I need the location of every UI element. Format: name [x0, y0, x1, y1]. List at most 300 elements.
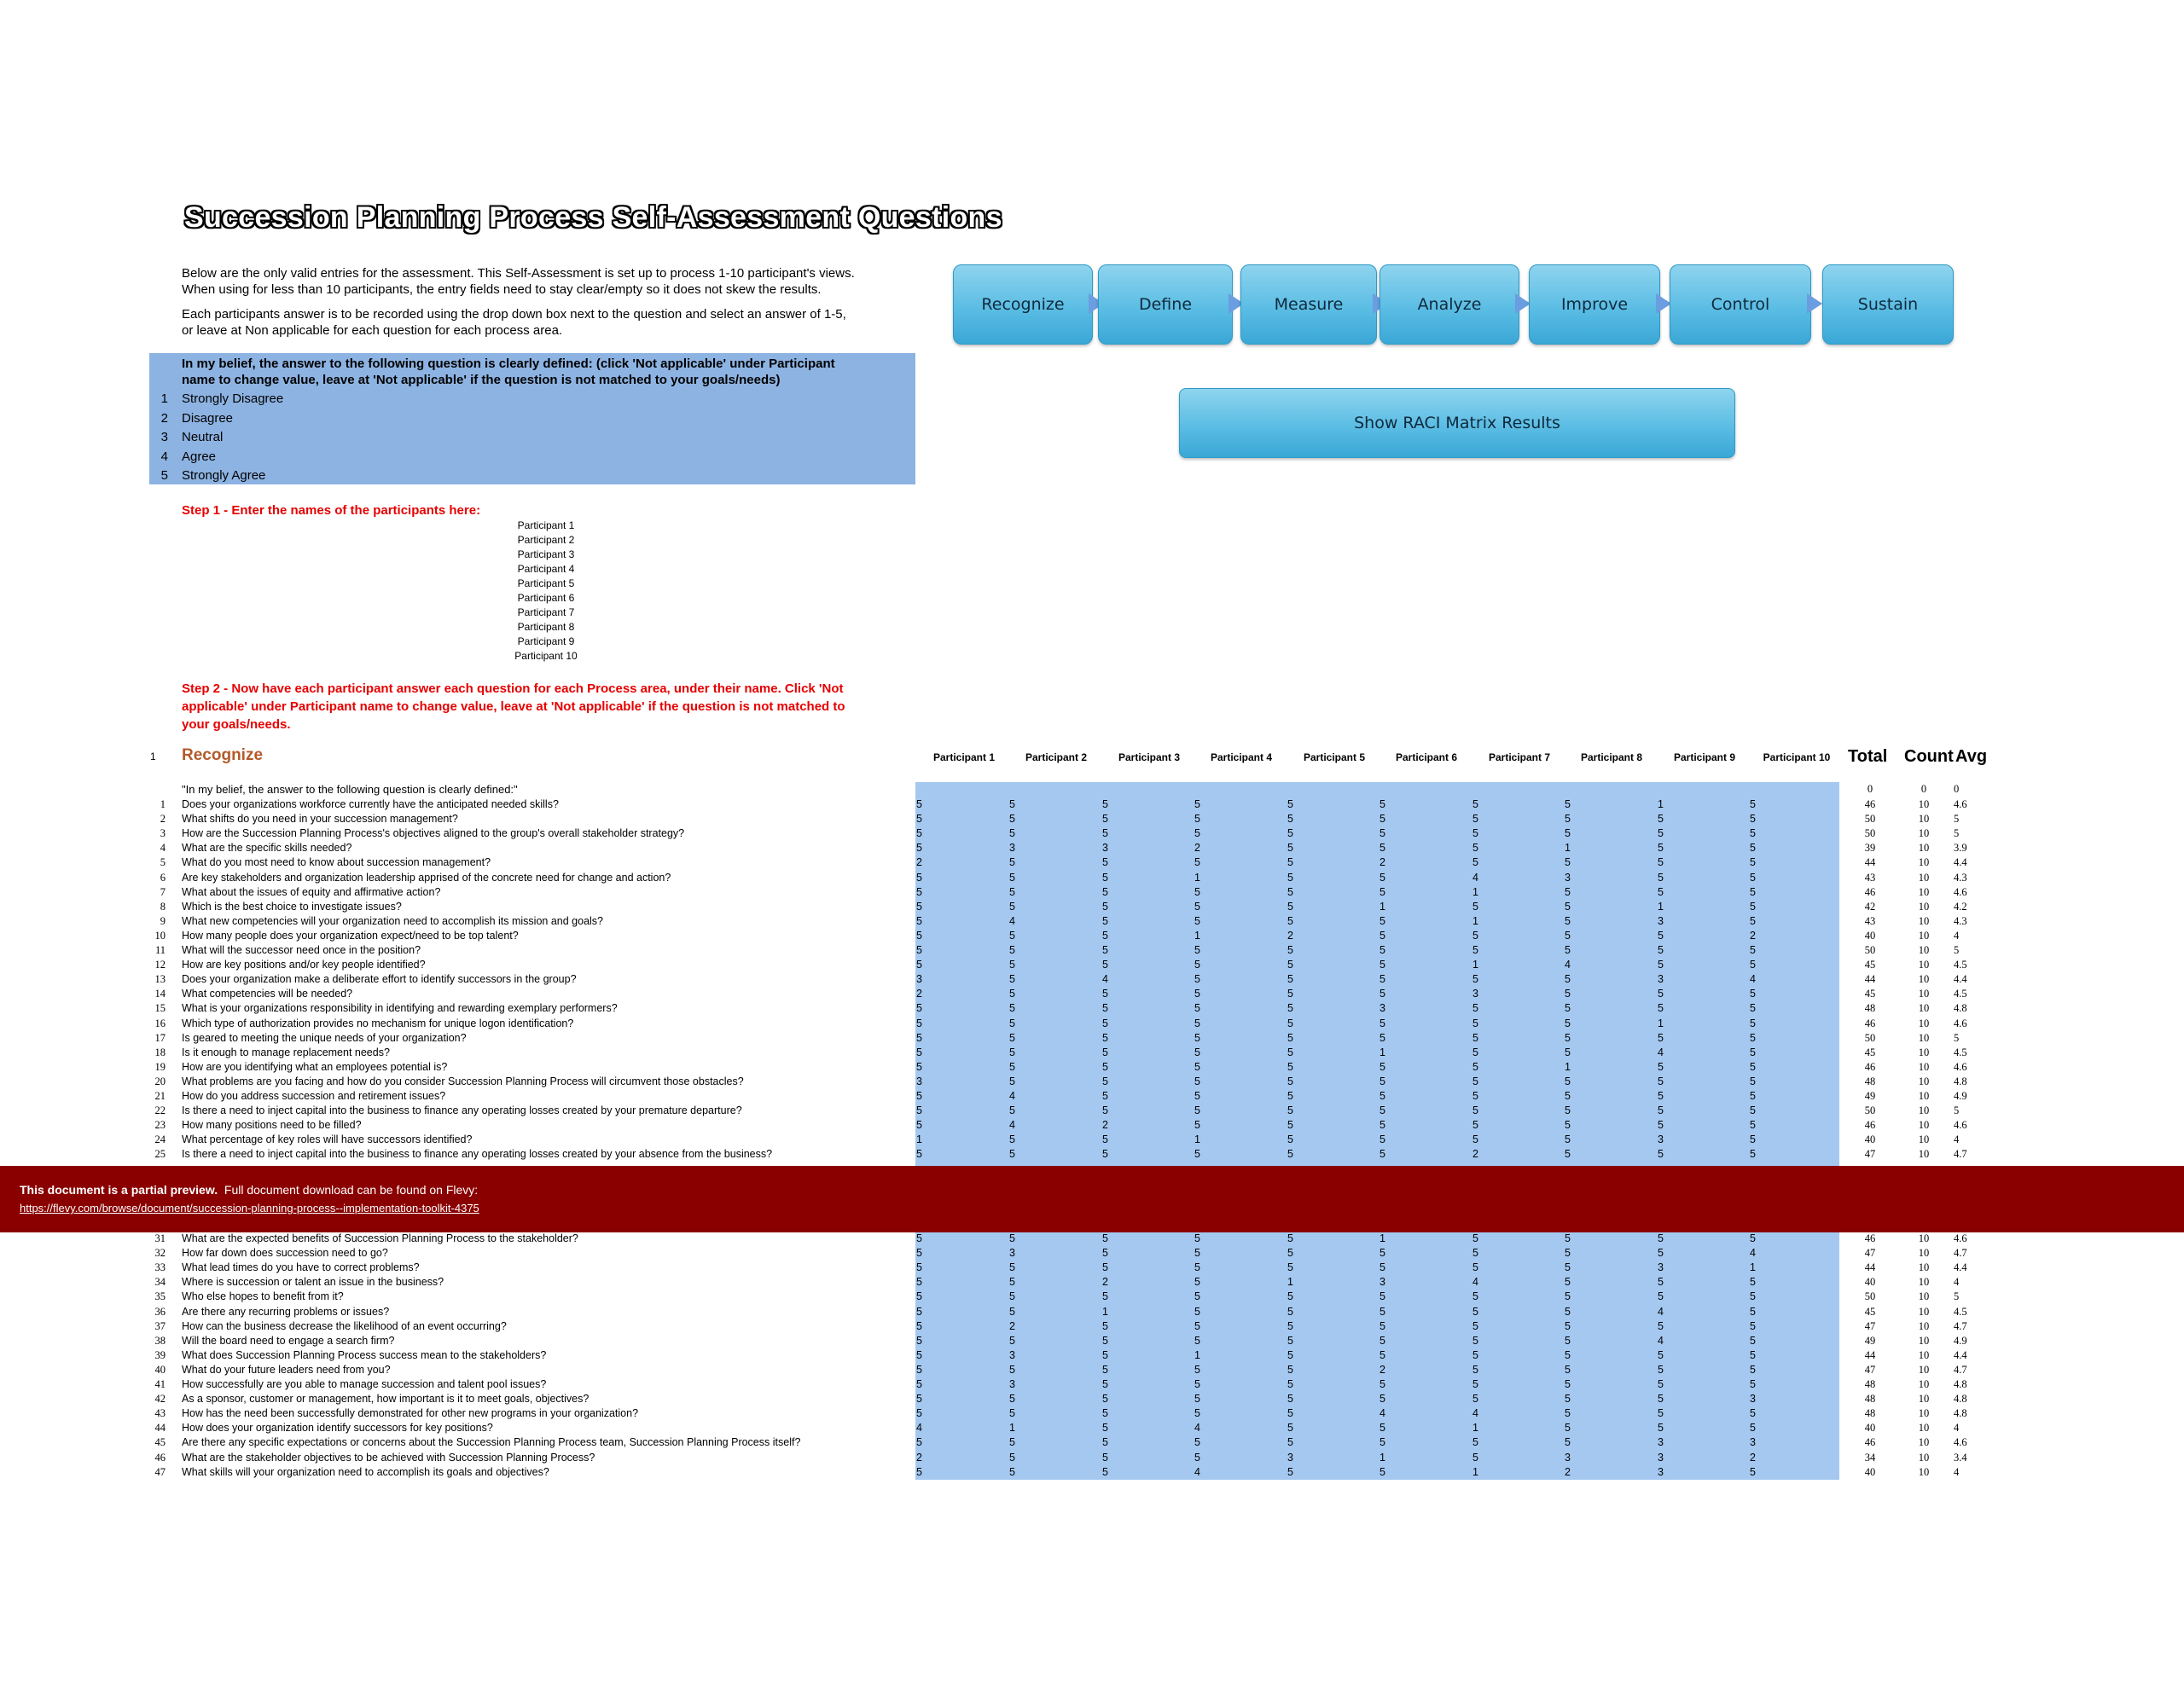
participant-answer-cell[interactable]: 5 — [1380, 871, 1385, 884]
participant-answer-cell[interactable]: 1 — [1658, 1017, 1664, 1029]
participant-answer-cell[interactable]: 5 — [1658, 1276, 1664, 1289]
participant-answer-cell[interactable]: 5 — [1472, 813, 1478, 826]
participant-answer-cell[interactable]: 1 — [916, 1133, 922, 1146]
participant-answer-cell[interactable]: 5 — [916, 842, 922, 855]
participant-answer-cell[interactable]: 5 — [1565, 813, 1571, 826]
participant-answer-cell[interactable]: 5 — [1009, 1305, 1015, 1318]
participant-answer-cell[interactable]: 5 — [1658, 1319, 1664, 1332]
participant-answer-cell[interactable]: 5 — [1472, 1104, 1478, 1117]
participant-answer-cell[interactable]: 5 — [916, 914, 922, 927]
participant-answer-cell[interactable]: 5 — [1102, 959, 1108, 971]
process-step-recognize[interactable]: Recognize — [953, 264, 1093, 345]
participant-column-header[interactable]: Participant 6 — [1395, 751, 1458, 763]
process-step-define[interactable]: Define — [1098, 264, 1233, 345]
participant-answer-cell[interactable]: 5 — [916, 1407, 922, 1420]
participant-answer-cell[interactable]: 5 — [1194, 1276, 1200, 1289]
participant-answer-cell[interactable]: 5 — [1658, 827, 1664, 840]
participant-answer-cell[interactable]: 5 — [1009, 900, 1015, 913]
participant-answer-cell[interactable]: 5 — [1380, 1465, 1385, 1478]
participant-answer-cell[interactable]: 5 — [1009, 988, 1015, 1000]
participant-answer-cell[interactable]: 4 — [1565, 959, 1571, 971]
participant-answer-cell[interactable]: 1 — [1102, 1305, 1108, 1318]
participant-answer-cell[interactable]: 5 — [1102, 813, 1108, 826]
participant-answer-cell[interactable]: 5 — [916, 1046, 922, 1058]
participant-answer-cell[interactable]: 5 — [1287, 813, 1293, 826]
participant-answer-cell[interactable]: 5 — [1102, 827, 1108, 840]
participant-answer-cell[interactable]: 5 — [916, 959, 922, 971]
participant-answer-cell[interactable]: 5 — [1750, 914, 1756, 927]
participant-answer-cell[interactable]: 5 — [1658, 944, 1664, 956]
participant-answer-cell[interactable]: 5 — [1565, 1247, 1571, 1260]
participant-answer-cell[interactable]: 5 — [1102, 1002, 1108, 1015]
participant-answer-cell[interactable]: 5 — [1565, 1104, 1571, 1117]
participant-answer-cell[interactable]: 3 — [1472, 988, 1478, 1000]
participant-answer-cell[interactable]: 5 — [1287, 1075, 1293, 1087]
participant-answer-cell[interactable]: 5 — [1194, 1393, 1200, 1406]
participant-answer-cell[interactable]: 5 — [1380, 1031, 1385, 1044]
participant-answer-cell[interactable]: 5 — [1658, 988, 1664, 1000]
participant-answer-cell[interactable]: 5 — [1287, 1002, 1293, 1015]
participant-answer-cell[interactable]: 1 — [1565, 842, 1571, 855]
participant-answer-cell[interactable]: 5 — [1102, 900, 1108, 913]
participant-column-header[interactable]: Participant 3 — [1118, 751, 1181, 763]
participant-answer-cell[interactable]: 5 — [1380, 827, 1385, 840]
participant-answer-cell[interactable]: 5 — [1472, 1090, 1478, 1102]
participant-name-field[interactable]: Participant 10 — [514, 650, 578, 662]
participant-answer-cell[interactable]: 5 — [1472, 1319, 1478, 1332]
participant-answer-cell[interactable]: 5 — [1750, 1031, 1756, 1044]
participant-answer-cell[interactable]: 5 — [1472, 1017, 1478, 1029]
participant-answer-cell[interactable]: 5 — [916, 929, 922, 942]
participant-answer-cell[interactable]: 5 — [1380, 1319, 1385, 1332]
participant-answer-cell[interactable]: 5 — [1750, 1363, 1756, 1376]
participant-answer-cell[interactable]: 5 — [1194, 798, 1200, 810]
participant-answer-cell[interactable]: 2 — [1380, 856, 1385, 869]
participant-answer-cell[interactable]: 5 — [1658, 856, 1664, 869]
participant-answer-cell[interactable]: 3 — [1009, 842, 1015, 855]
participant-answer-cell[interactable]: 5 — [1009, 1276, 1015, 1289]
participant-answer-cell[interactable]: 5 — [1658, 1232, 1664, 1244]
participant-answer-cell[interactable]: 5 — [1658, 1348, 1664, 1361]
participant-answer-cell[interactable]: 5 — [1009, 1075, 1015, 1087]
participant-column-header[interactable]: Participant 4 — [1210, 751, 1273, 763]
participant-answer-cell[interactable]: 5 — [1750, 1060, 1756, 1073]
participant-answer-cell[interactable]: 5 — [1194, 827, 1200, 840]
participant-answer-cell[interactable]: 5 — [916, 1319, 922, 1332]
participant-answer-cell[interactable]: 5 — [1194, 944, 1200, 956]
participant-answer-cell[interactable]: 5 — [1750, 885, 1756, 898]
participant-answer-cell[interactable]: 5 — [1287, 1060, 1293, 1073]
participant-answer-cell[interactable]: 1 — [1658, 900, 1664, 913]
participant-answer-cell[interactable]: 5 — [1565, 1407, 1571, 1420]
participant-answer-cell[interactable]: 5 — [1750, 1290, 1756, 1303]
participant-answer-cell[interactable]: 5 — [1009, 1232, 1015, 1244]
process-step-analyze[interactable]: Analyze — [1380, 264, 1519, 345]
participant-answer-cell[interactable]: 5 — [1658, 1031, 1664, 1044]
participant-answer-cell[interactable]: 5 — [1102, 1378, 1108, 1390]
participant-answer-cell[interactable]: 5 — [1380, 1290, 1385, 1303]
participant-answer-cell[interactable]: 3 — [1750, 1436, 1756, 1449]
participant-answer-cell[interactable]: 5 — [1194, 1090, 1200, 1102]
participant-answer-cell[interactable]: 5 — [1565, 973, 1571, 986]
participant-answer-cell[interactable]: 5 — [1750, 798, 1756, 810]
participant-answer-cell[interactable]: 5 — [1102, 1465, 1108, 1478]
participant-answer-cell[interactable]: 5 — [916, 885, 922, 898]
participant-answer-cell[interactable]: 5 — [1194, 1060, 1200, 1073]
participant-answer-cell[interactable]: 5 — [1287, 1046, 1293, 1058]
participant-answer-cell[interactable]: 5 — [1472, 1393, 1478, 1406]
participant-answer-cell[interactable]: 5 — [916, 1276, 922, 1289]
participant-answer-cell[interactable]: 5 — [916, 827, 922, 840]
participant-answer-cell[interactable]: 5 — [1380, 1436, 1385, 1449]
participant-answer-cell[interactable]: 1 — [1472, 914, 1478, 927]
participant-answer-cell[interactable]: 5 — [1102, 929, 1108, 942]
participant-answer-cell[interactable]: 5 — [1102, 1148, 1108, 1161]
participant-answer-cell[interactable]: 5 — [1380, 1305, 1385, 1318]
participant-answer-cell[interactable]: 5 — [1750, 944, 1756, 956]
participant-answer-cell[interactable]: 5 — [1102, 914, 1108, 927]
participant-answer-cell[interactable]: 5 — [916, 1261, 922, 1274]
participant-answer-cell[interactable]: 2 — [916, 856, 922, 869]
participant-answer-cell[interactable]: 5 — [1102, 856, 1108, 869]
participant-answer-cell[interactable]: 5 — [1658, 1290, 1664, 1303]
participant-answer-cell[interactable]: 5 — [1009, 1290, 1015, 1303]
participant-name-field[interactable]: Participant 7 — [517, 606, 575, 618]
participant-answer-cell[interactable]: 5 — [1194, 1247, 1200, 1260]
participant-answer-cell[interactable]: 5 — [1102, 1031, 1108, 1044]
participant-answer-cell[interactable]: 5 — [1565, 856, 1571, 869]
participant-answer-cell[interactable]: 5 — [1194, 856, 1200, 869]
participant-answer-cell[interactable]: 5 — [1009, 1465, 1015, 1478]
participant-answer-cell[interactable]: 5 — [1565, 1148, 1571, 1161]
participant-answer-cell[interactable]: 5 — [1380, 988, 1385, 1000]
participant-answer-cell[interactable]: 5 — [1658, 1363, 1664, 1376]
participant-answer-cell[interactable]: 5 — [1194, 959, 1200, 971]
participant-answer-cell[interactable]: 5 — [1102, 1104, 1108, 1117]
participant-answer-cell[interactable]: 4 — [1750, 1247, 1756, 1260]
participant-name-field[interactable]: Participant 6 — [517, 592, 575, 604]
participant-answer-cell[interactable]: 1 — [1472, 1465, 1478, 1478]
participant-answer-cell[interactable]: 5 — [1287, 1422, 1293, 1435]
participant-answer-cell[interactable]: 5 — [1102, 1334, 1108, 1347]
participant-answer-cell[interactable]: 1 — [1750, 1261, 1756, 1274]
participant-answer-cell[interactable]: 5 — [1658, 1090, 1664, 1102]
participant-answer-cell[interactable]: 5 — [1380, 1261, 1385, 1274]
participant-answer-cell[interactable]: 5 — [1658, 1104, 1664, 1117]
participant-answer-cell[interactable]: 5 — [1009, 929, 1015, 942]
participant-answer-cell[interactable]: 5 — [916, 1031, 922, 1044]
participant-answer-cell[interactable]: 5 — [1380, 842, 1385, 855]
participant-answer-cell[interactable]: 5 — [1380, 944, 1385, 956]
participant-answer-cell[interactable]: 5 — [1194, 973, 1200, 986]
participant-answer-cell[interactable]: 5 — [1287, 1305, 1293, 1318]
participant-answer-cell[interactable]: 5 — [1102, 1046, 1108, 1058]
participant-answer-cell[interactable]: 5 — [1565, 929, 1571, 942]
participant-name-field[interactable]: Participant 3 — [517, 548, 575, 560]
participant-answer-cell[interactable]: 5 — [1565, 1422, 1571, 1435]
participant-answer-cell[interactable]: 5 — [1009, 1451, 1015, 1464]
participant-answer-cell[interactable]: 5 — [1750, 842, 1756, 855]
participant-answer-cell[interactable]: 5 — [1472, 1232, 1478, 1244]
participant-answer-cell[interactable]: 2 — [1750, 929, 1756, 942]
participant-answer-cell[interactable]: 5 — [1287, 871, 1293, 884]
participant-answer-cell[interactable]: 5 — [1287, 1261, 1293, 1274]
participant-column-header[interactable]: Participant 2 — [1025, 751, 1088, 763]
participant-answer-cell[interactable]: 5 — [1565, 1075, 1571, 1087]
participant-answer-cell[interactable]: 5 — [1287, 1363, 1293, 1376]
participant-answer-cell[interactable]: 5 — [1102, 1422, 1108, 1435]
participant-answer-cell[interactable]: 5 — [1287, 900, 1293, 913]
participant-column-header[interactable]: Participant 8 — [1580, 751, 1643, 763]
participant-answer-cell[interactable]: 5 — [916, 1060, 922, 1073]
participant-answer-cell[interactable]: 5 — [1194, 1232, 1200, 1244]
participant-answer-cell[interactable]: 5 — [1380, 929, 1385, 942]
participant-answer-cell[interactable]: 1 — [1565, 1060, 1571, 1073]
participant-answer-cell[interactable]: 5 — [1750, 1075, 1756, 1087]
participant-answer-cell[interactable]: 2 — [1750, 1451, 1756, 1464]
participant-answer-cell[interactable]: 5 — [1102, 1348, 1108, 1361]
participant-answer-cell[interactable]: 1 — [1380, 900, 1385, 913]
participant-answer-cell[interactable]: 5 — [1194, 1290, 1200, 1303]
participant-answer-cell[interactable]: 5 — [1750, 1319, 1756, 1332]
participant-name-field[interactable]: Participant 5 — [517, 577, 575, 589]
participant-answer-cell[interactable]: 1 — [1194, 871, 1200, 884]
participant-answer-cell[interactable]: 5 — [916, 1247, 922, 1260]
participant-answer-cell[interactable]: 5 — [1750, 1348, 1756, 1361]
participant-answer-cell[interactable]: 2 — [916, 988, 922, 1000]
participant-answer-cell[interactable]: 5 — [1287, 1436, 1293, 1449]
participant-answer-cell[interactable]: 5 — [1565, 798, 1571, 810]
participant-answer-cell[interactable]: 3 — [1009, 1378, 1015, 1390]
participant-answer-cell[interactable]: 5 — [1565, 944, 1571, 956]
participant-answer-cell[interactable]: 5 — [1194, 813, 1200, 826]
participant-answer-cell[interactable]: 5 — [1565, 1334, 1571, 1347]
participant-answer-cell[interactable]: 5 — [916, 1232, 922, 1244]
participant-column-header[interactable]: Participant 9 — [1673, 751, 1736, 763]
participant-answer-cell[interactable]: 5 — [1009, 813, 1015, 826]
participant-answer-cell[interactable]: 5 — [916, 798, 922, 810]
participant-answer-cell[interactable]: 5 — [1565, 900, 1571, 913]
participant-answer-cell[interactable]: 5 — [1750, 1232, 1756, 1244]
participant-answer-cell[interactable]: 5 — [1472, 1002, 1478, 1015]
participant-answer-cell[interactable]: 5 — [1750, 1422, 1756, 1435]
participant-answer-cell[interactable]: 5 — [1287, 1348, 1293, 1361]
participant-answer-cell[interactable]: 5 — [1194, 1075, 1200, 1087]
participant-answer-cell[interactable]: 5 — [1009, 1261, 1015, 1274]
participant-answer-cell[interactable]: 5 — [1565, 1290, 1571, 1303]
participant-answer-cell[interactable]: 5 — [916, 944, 922, 956]
participant-answer-cell[interactable]: 5 — [1472, 1290, 1478, 1303]
participant-answer-cell[interactable]: 5 — [1194, 1436, 1200, 1449]
process-step-measure[interactable]: Measure — [1240, 264, 1377, 345]
participant-answer-cell[interactable]: 5 — [916, 1290, 922, 1303]
participant-answer-cell[interactable]: 4 — [1194, 1465, 1200, 1478]
participant-answer-cell[interactable]: 2 — [1472, 1148, 1478, 1161]
participant-answer-cell[interactable]: 5 — [1287, 1017, 1293, 1029]
participant-answer-cell[interactable]: 5 — [1750, 900, 1756, 913]
participant-answer-cell[interactable]: 5 — [1750, 827, 1756, 840]
participant-answer-cell[interactable]: 5 — [1565, 1378, 1571, 1390]
participant-answer-cell[interactable]: 3 — [916, 1075, 922, 1087]
participant-answer-cell[interactable]: 3 — [1658, 1133, 1664, 1146]
participant-answer-cell[interactable]: 5 — [1380, 1119, 1385, 1132]
participant-answer-cell[interactable]: 5 — [1658, 842, 1664, 855]
participant-answer-cell[interactable]: 5 — [1009, 1334, 1015, 1347]
participant-answer-cell[interactable]: 5 — [1194, 1363, 1200, 1376]
participant-answer-cell[interactable]: 5 — [916, 1363, 922, 1376]
participant-answer-cell[interactable]: 5 — [1565, 1232, 1571, 1244]
process-step-control[interactable]: Control — [1670, 264, 1811, 345]
participant-answer-cell[interactable]: 1 — [1472, 959, 1478, 971]
participant-answer-cell[interactable]: 5 — [1102, 1090, 1108, 1102]
participant-answer-cell[interactable]: 5 — [916, 1002, 922, 1015]
participant-answer-cell[interactable]: 5 — [1194, 914, 1200, 927]
participant-answer-cell[interactable]: 5 — [1194, 1002, 1200, 1015]
participant-answer-cell[interactable]: 5 — [1287, 827, 1293, 840]
participant-answer-cell[interactable]: 5 — [1287, 1465, 1293, 1478]
participant-answer-cell[interactable]: 5 — [1658, 1378, 1664, 1390]
participant-answer-cell[interactable]: 5 — [1380, 1090, 1385, 1102]
participant-answer-cell[interactable]: 5 — [1750, 1407, 1756, 1420]
participant-answer-cell[interactable]: 5 — [916, 1148, 922, 1161]
participant-answer-cell[interactable]: 5 — [1750, 1002, 1756, 1015]
participant-answer-cell[interactable]: 5 — [1565, 1363, 1571, 1376]
participant-answer-cell[interactable]: 5 — [1194, 1119, 1200, 1132]
participant-answer-cell[interactable]: 5 — [1472, 1031, 1478, 1044]
participant-answer-cell[interactable]: 5 — [916, 1334, 922, 1347]
participant-answer-cell[interactable]: 5 — [1102, 988, 1108, 1000]
participant-answer-cell[interactable]: 5 — [1472, 1348, 1478, 1361]
participant-answer-cell[interactable]: 4 — [916, 1422, 922, 1435]
participant-answer-cell[interactable]: 3 — [1287, 1451, 1293, 1464]
participant-answer-cell[interactable]: 5 — [1658, 885, 1664, 898]
participant-answer-cell[interactable]: 5 — [1194, 1451, 1200, 1464]
participant-answer-cell[interactable]: 5 — [1658, 959, 1664, 971]
participant-answer-cell[interactable]: 5 — [1287, 1407, 1293, 1420]
participant-answer-cell[interactable]: 5 — [1380, 973, 1385, 986]
participant-answer-cell[interactable]: 5 — [1009, 1060, 1015, 1073]
participant-answer-cell[interactable]: 5 — [1472, 929, 1478, 942]
participant-answer-cell[interactable]: 5 — [916, 1378, 922, 1390]
participant-answer-cell[interactable]: 3 — [1565, 1451, 1571, 1464]
participant-answer-cell[interactable]: 4 — [1102, 973, 1108, 986]
participant-answer-cell[interactable]: 5 — [1009, 959, 1015, 971]
participant-answer-cell[interactable]: 4 — [1472, 871, 1478, 884]
participant-answer-cell[interactable]: 1 — [1380, 1046, 1385, 1058]
participant-answer-cell[interactable]: 4 — [1009, 1090, 1015, 1102]
participant-answer-cell[interactable]: 5 — [1009, 1148, 1015, 1161]
participant-answer-cell[interactable]: 5 — [1194, 1031, 1200, 1044]
participant-answer-cell[interactable]: 5 — [1750, 1046, 1756, 1058]
participant-answer-cell[interactable]: 5 — [1194, 1407, 1200, 1420]
participant-answer-cell[interactable]: 5 — [1472, 1363, 1478, 1376]
participant-answer-cell[interactable]: 5 — [1287, 842, 1293, 855]
participant-answer-cell[interactable]: 5 — [1009, 1363, 1015, 1376]
participant-answer-cell[interactable]: 2 — [1565, 1465, 1571, 1478]
participant-answer-cell[interactable]: 5 — [1658, 871, 1664, 884]
participant-answer-cell[interactable]: 5 — [1750, 959, 1756, 971]
participant-answer-cell[interactable]: 5 — [1565, 988, 1571, 1000]
participant-answer-cell[interactable]: 5 — [1750, 988, 1756, 1000]
participant-answer-cell[interactable]: 5 — [916, 1393, 922, 1406]
participant-answer-cell[interactable]: 5 — [1658, 1002, 1664, 1015]
participant-answer-cell[interactable]: 5 — [1194, 1378, 1200, 1390]
participant-answer-cell[interactable]: 5 — [1472, 900, 1478, 913]
participant-answer-cell[interactable]: 5 — [916, 871, 922, 884]
participant-answer-cell[interactable]: 5 — [1287, 1334, 1293, 1347]
participant-answer-cell[interactable]: 5 — [1102, 1319, 1108, 1332]
process-step-sustain[interactable]: Sustain — [1822, 264, 1954, 345]
participant-answer-cell[interactable]: 5 — [1565, 1133, 1571, 1146]
participant-answer-cell[interactable]: 1 — [1287, 1276, 1293, 1289]
participant-answer-cell[interactable]: 5 — [1287, 1232, 1293, 1244]
participant-answer-cell[interactable]: 5 — [1565, 1031, 1571, 1044]
participant-answer-cell[interactable]: 5 — [916, 1348, 922, 1361]
participant-answer-cell[interactable]: 2 — [1287, 929, 1293, 942]
participant-answer-cell[interactable]: 5 — [1565, 914, 1571, 927]
process-step-improve[interactable]: Improve — [1529, 264, 1660, 345]
participant-answer-cell[interactable]: 5 — [1009, 827, 1015, 840]
participant-name-field[interactable]: Participant 8 — [517, 621, 575, 633]
participant-answer-cell[interactable]: 3 — [1380, 1002, 1385, 1015]
participant-answer-cell[interactable]: 5 — [1472, 1436, 1478, 1449]
participant-answer-cell[interactable]: 5 — [1102, 1247, 1108, 1260]
participant-answer-cell[interactable]: 5 — [1380, 1148, 1385, 1161]
participant-answer-cell[interactable]: 5 — [1287, 944, 1293, 956]
participant-answer-cell[interactable]: 5 — [1009, 856, 1015, 869]
participant-answer-cell[interactable]: 5 — [1380, 1378, 1385, 1390]
participant-answer-cell[interactable]: 5 — [1287, 1247, 1293, 1260]
participant-answer-cell[interactable]: 5 — [1750, 1017, 1756, 1029]
participant-answer-cell[interactable]: 5 — [1102, 944, 1108, 956]
participant-answer-cell[interactable]: 5 — [1287, 988, 1293, 1000]
participant-answer-cell[interactable]: 5 — [1658, 929, 1664, 942]
participant-answer-cell[interactable]: 5 — [1472, 827, 1478, 840]
participant-answer-cell[interactable]: 5 — [1287, 959, 1293, 971]
participant-answer-cell[interactable]: 5 — [1287, 885, 1293, 898]
participant-answer-cell[interactable]: 4 — [1009, 1119, 1015, 1132]
participant-answer-cell[interactable]: 5 — [1009, 1407, 1015, 1420]
participant-answer-cell[interactable]: 5 — [1009, 1436, 1015, 1449]
participant-answer-cell[interactable]: 5 — [1565, 1436, 1571, 1449]
participant-answer-cell[interactable]: 5 — [916, 813, 922, 826]
participant-answer-cell[interactable]: 5 — [916, 1017, 922, 1029]
participant-answer-cell[interactable]: 1 — [1194, 929, 1200, 942]
participant-answer-cell[interactable]: 5 — [916, 1104, 922, 1117]
participant-answer-cell[interactable]: 5 — [1472, 1060, 1478, 1073]
participant-answer-cell[interactable]: 5 — [1380, 1017, 1385, 1029]
participant-answer-cell[interactable]: 5 — [1472, 798, 1478, 810]
participant-answer-cell[interactable]: 3 — [1658, 973, 1664, 986]
participant-answer-cell[interactable]: 5 — [1380, 959, 1385, 971]
participant-answer-cell[interactable]: 5 — [1472, 1119, 1478, 1132]
participant-answer-cell[interactable]: 5 — [1658, 1075, 1664, 1087]
participant-answer-cell[interactable]: 4 — [1658, 1046, 1664, 1058]
participant-answer-cell[interactable]: 5 — [1658, 1393, 1664, 1406]
participant-answer-cell[interactable]: 5 — [1287, 1119, 1293, 1132]
participant-answer-cell[interactable]: 5 — [1472, 1334, 1478, 1347]
participant-answer-cell[interactable]: 5 — [1658, 1060, 1664, 1073]
participant-answer-cell[interactable]: 2 — [1194, 842, 1200, 855]
participant-answer-cell[interactable]: 5 — [916, 1465, 922, 1478]
participant-answer-cell[interactable]: 1 — [1472, 1422, 1478, 1435]
participant-answer-cell[interactable]: 5 — [1472, 1046, 1478, 1058]
participant-answer-cell[interactable]: 5 — [1750, 1090, 1756, 1102]
participant-answer-cell[interactable]: 5 — [1194, 1319, 1200, 1332]
show-raci-matrix-button[interactable]: Show RACI Matrix Results — [1179, 388, 1735, 458]
participant-answer-cell[interactable]: 1 — [1380, 1451, 1385, 1464]
participant-name-field[interactable]: Participant 2 — [517, 534, 575, 546]
